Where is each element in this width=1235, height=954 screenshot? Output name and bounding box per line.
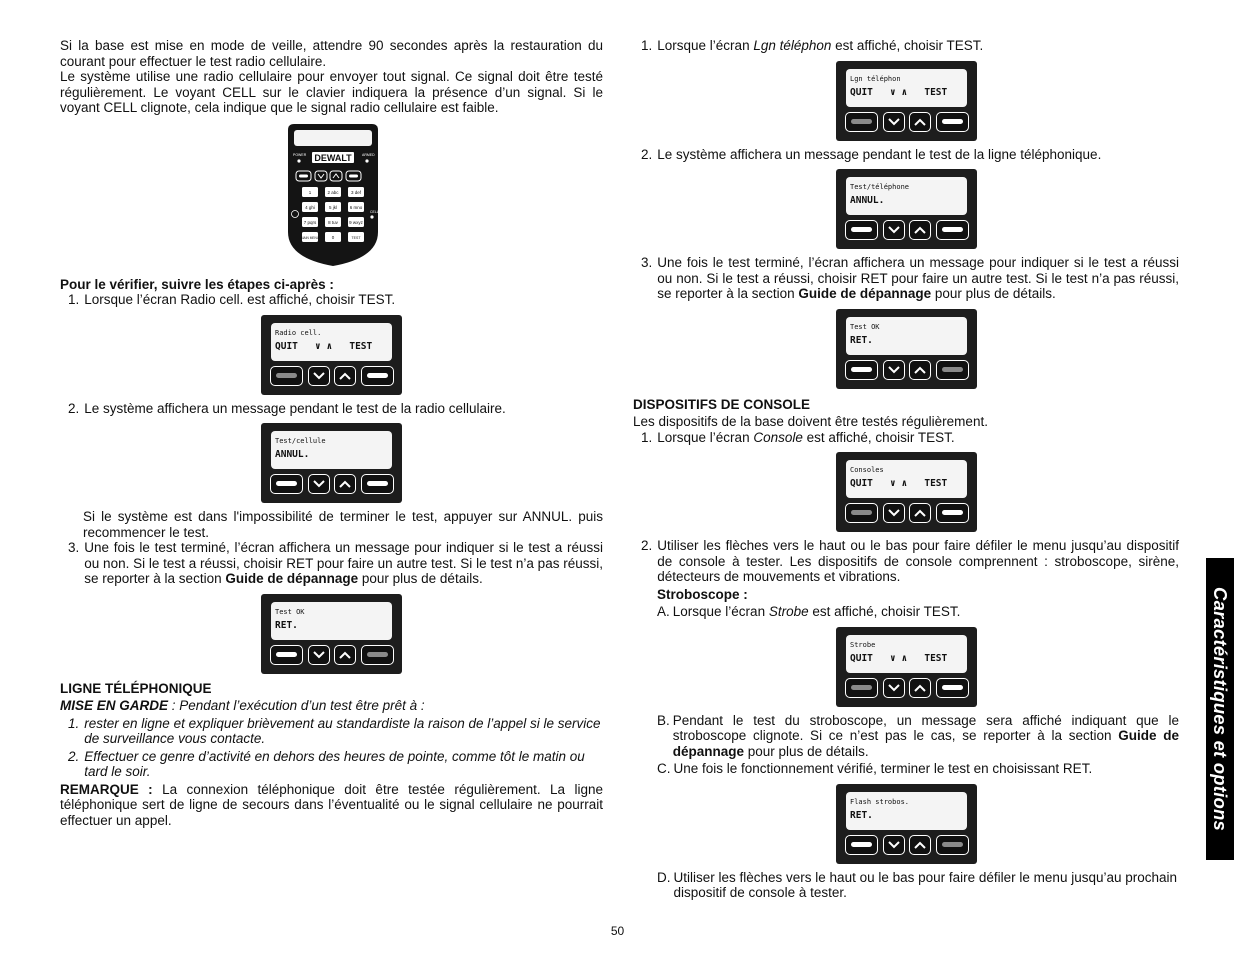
chevron-up-icon xyxy=(914,366,926,374)
remark-paragraph: REMARQUE : La connexion téléphonique doit être testée régulièrement. La ligne téléphonique sert de ligne de secours dans l’éventualité ou le signal cellulaire ne pourrait effectuer un appel. xyxy=(60,781,603,828)
up-key xyxy=(909,835,931,855)
phone-step-3: 3. Une fois le test terminé, l’écran affichera un message pour indiquer si le test a réussi ou non. Si le test a réussi, choisir RET pour faire un autre test. Si le test n’a pas réussi, se reporter à la section Guide de dépannage pour plus de détails. xyxy=(641,255,1179,301)
down-key xyxy=(883,360,905,380)
lcd-line-2: QUIT ∨ ∧ TEST xyxy=(850,652,948,664)
strobe-step-b: B. Pendant le test du stroboscope, un message sera affiché indiquant que le stroboscope clignote. Si ce n’est pas le cas, se reporter à la section Guide de dépannage pour plus de détails. xyxy=(657,712,1179,759)
test-key xyxy=(936,503,969,523)
lcd-line-1: Lgn téléphon xyxy=(850,74,901,83)
down-key xyxy=(883,835,905,855)
down-key xyxy=(883,678,905,698)
down-key xyxy=(883,112,905,132)
keypad-key-8: 8 tuv xyxy=(328,219,338,225)
up-key xyxy=(334,366,356,386)
page-number: 50 xyxy=(610,924,625,938)
keypad-key-3: 3 def xyxy=(350,189,362,195)
keypad-illustration xyxy=(284,124,603,269)
right-key xyxy=(361,645,394,665)
right-key xyxy=(361,474,394,494)
console-step-2: 2. Utiliser les flèches vers le haut ou le bas pour faire défiler le menu jusqu’au dispositif de console à tester. Les dispositifs de console comprennent : stroboscope, sirène, détecteurs de mouvements et vibrations. xyxy=(641,538,1179,584)
strobe-step-c: C. Une fois le fonctionnement vérifié, terminer le test en choisissant RET. xyxy=(657,761,1093,776)
lcd-line-2: QUIT ∨ ∧ TEST xyxy=(850,86,948,98)
step-1: 1. Lorsque l’écran Radio cell. est affiché, choisir TEST. xyxy=(68,292,396,307)
chevron-up-icon xyxy=(914,684,926,692)
lcd-line-1: Test OK xyxy=(850,322,880,331)
chevron-up-icon xyxy=(339,480,351,488)
strobe-heading: Stroboscope : xyxy=(657,586,748,602)
lcd-lgn-telephon xyxy=(836,61,977,141)
lcd-line-1: Test OK xyxy=(275,607,305,616)
up-key xyxy=(334,645,356,665)
svg-text:POWER: POWER xyxy=(293,152,307,157)
lcd-test-ok xyxy=(261,594,402,674)
quit-key xyxy=(270,366,303,386)
keypad-icon xyxy=(284,124,382,269)
lcd-flash-strobos xyxy=(836,784,977,864)
lcd-test-telephone xyxy=(836,169,977,249)
keypad-brand: DEWALT xyxy=(314,152,352,163)
lcd-line-2: RET. xyxy=(850,809,873,821)
lcd-line-1: Radio cell. xyxy=(275,328,322,337)
return-key xyxy=(845,360,878,380)
up-key xyxy=(334,474,356,494)
lcd-line-2: QUIT ∨ ∧ TEST xyxy=(275,340,373,352)
chevron-up-icon xyxy=(339,372,351,380)
chevron-up-icon xyxy=(914,841,926,849)
lcd-line-1: Flash strobos. xyxy=(850,797,910,806)
phone-step-1: 1. Lorsque l’écran Lgn téléphon est affiché, choisir TEST. xyxy=(641,38,984,53)
chevron-down-icon xyxy=(888,118,900,126)
step-2-note: Si le système est dans l'impossibilité de terminer le test, appuyer sur ANNUL. puis recommencer le test. xyxy=(83,509,603,540)
strobe-step-a: A. Lorsque l’écran Strobe est affiché, choisir TEST. xyxy=(657,604,961,619)
keypad-key-0: 0 xyxy=(331,234,335,240)
lcd-line-2: RET. xyxy=(850,334,873,346)
keypad-key-main-menu: MAIN MENU xyxy=(300,235,320,240)
quit-key xyxy=(845,112,878,132)
down-key xyxy=(308,474,330,494)
cancel-key xyxy=(270,474,303,494)
up-key xyxy=(909,220,931,240)
lcd-strobe xyxy=(836,627,977,707)
side-tab-label: Caractéristiques et options xyxy=(1209,587,1231,831)
chevron-down-icon xyxy=(888,226,900,234)
lcd-consoles xyxy=(836,452,977,532)
chevron-down-icon xyxy=(888,841,900,849)
chevron-up-icon xyxy=(914,226,926,234)
keypad-key-9: 9 wxyz xyxy=(349,219,363,225)
lcd-test-cellule xyxy=(261,423,402,503)
phone-step-2: 2. Le système affichera un message pendant le test de la ligne téléphonique. xyxy=(641,146,1102,162)
lcd-line-1: Consoles xyxy=(850,466,884,474)
warning-item-1: 1. rester en ligne et expliquer brièvement au standardiste la raison de l’appel si le service de surveillance vous contacte. xyxy=(68,715,601,746)
return-key xyxy=(270,645,303,665)
keypad-key-2: 2 abc xyxy=(327,189,339,195)
strobe-step-d: D. Utiliser les flèches vers le haut ou le bas pour faire défiler le menu jusqu’au prochain dispositif de console à tester. xyxy=(657,869,1178,900)
svg-text:ARMED: ARMED xyxy=(362,152,375,157)
up-key xyxy=(909,503,931,523)
right-key xyxy=(936,835,969,855)
phone-heading: LIGNE TÉLÉPHONIQUE xyxy=(60,680,212,696)
step-2: 2. Le système affichera un message pendant le test de la radio cellulaire. xyxy=(68,400,506,416)
left-column xyxy=(60,38,603,828)
chevron-down-icon xyxy=(888,366,900,374)
lcd-line-1: Test/cellule xyxy=(275,437,326,445)
down-key xyxy=(883,220,905,240)
lcd-line-2: ANNUL. xyxy=(275,449,310,460)
quit-key xyxy=(845,503,878,523)
down-key xyxy=(308,645,330,665)
verify-heading: Pour le vérifier, suivre les étapes ci-après : xyxy=(60,276,334,292)
lcd-line-1: Test/téléphone xyxy=(850,183,910,191)
up-key xyxy=(909,678,931,698)
chevron-down-icon xyxy=(888,509,900,517)
lcd-line-2: QUIT ∨ ∧ TEST xyxy=(850,478,948,489)
warning-line: MISE EN GARDE : Pendant l’exécution d’un test être prêt à : xyxy=(60,698,425,713)
lcd-line-2: ANNUL. xyxy=(850,195,885,206)
console-heading: DISPOSITIFS DE CONSOLE xyxy=(633,396,811,412)
chevron-down-icon xyxy=(313,651,325,659)
svg-text:CELL: CELL xyxy=(370,209,379,214)
quit-key xyxy=(845,678,878,698)
test-key xyxy=(361,366,394,386)
lcd-radio-cell xyxy=(261,315,402,395)
lcd-test-ok xyxy=(836,309,977,389)
return-key xyxy=(845,835,878,855)
lcd-line-2: RET. xyxy=(275,619,298,631)
keypad-key-5: 5 jkl xyxy=(328,204,338,210)
keypad-key-test: TEST xyxy=(351,235,361,240)
paragraph-cellular: Le système utilise une radio cellulaire pour envoyer tout signal. Ce signal doit être testé régulièrement. Le voyant CELL sur le clavier indiquera la présence d’un signal. Si le voyant CELL clignote, cela indique que le signal radio cellulaire est faible. xyxy=(60,69,603,115)
right-column xyxy=(633,38,1179,901)
right-key xyxy=(936,360,969,380)
step-3: 3. Une fois le test terminé, l’écran affichera un message pour indiquer si le test a réussi ou non. Si le test a réussi, choisir RET pour faire un autre test. Si le test n’a pas réussi, se reporter à la section Guide de dépannage pour plus de détails. xyxy=(68,540,603,586)
chevron-down-icon xyxy=(888,684,900,692)
chevron-up-icon xyxy=(339,651,351,659)
chevron-up-icon xyxy=(914,118,926,126)
down-key xyxy=(308,366,330,386)
keypad-key-6: 6 mno xyxy=(349,204,363,210)
section-side-tab xyxy=(1206,558,1234,860)
keypad-key-1: 1 xyxy=(308,189,312,195)
keypad-key-4: 4 ghi xyxy=(305,204,315,210)
console-intro: Les dispositifs de la base doivent être testés régulièrement. xyxy=(633,414,988,429)
chevron-down-icon xyxy=(313,372,325,380)
up-key xyxy=(909,360,931,380)
paragraph-standby: Si la base est mise en mode de veille, attendre 90 secondes après la restauration du courant pour effectuer le test radio cellulaire. xyxy=(60,38,603,69)
test-key xyxy=(936,112,969,132)
keypad-key-7: 7 pqrs xyxy=(303,219,317,225)
right-key xyxy=(936,220,969,240)
down-key xyxy=(883,503,905,523)
console-step-1: 1. Lorsque l’écran Console est affiché, choisir TEST. xyxy=(641,429,955,445)
test-key xyxy=(936,678,969,698)
lcd-line-1: Strobe xyxy=(850,640,876,649)
up-key xyxy=(909,112,931,132)
chevron-up-icon xyxy=(914,509,926,517)
warning-item-2: 2. Effectuer ce genre d’activité en dehors des heures de pointe, comme tôt le matin ou tard le soir. xyxy=(68,748,585,779)
chevron-down-icon xyxy=(313,480,325,488)
cancel-key xyxy=(845,220,878,240)
